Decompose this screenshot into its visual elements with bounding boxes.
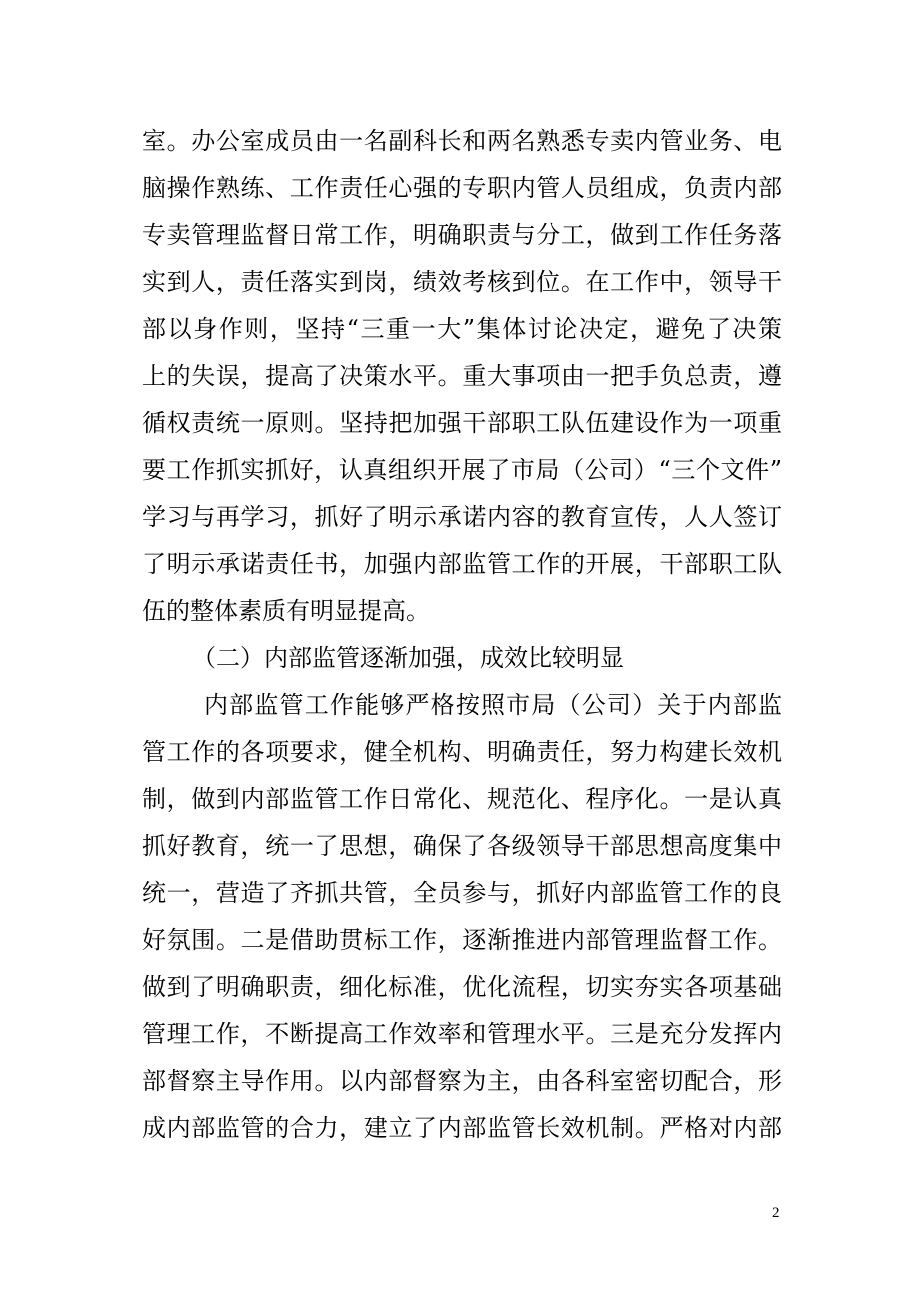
page-number: 2 bbox=[772, 1205, 780, 1221]
text-line: 成内部监管的合力，建立了内部监管长效机制。严格对内部 bbox=[142, 1114, 782, 1142]
text-line: 伍的整体素质有明显提高。 bbox=[142, 597, 430, 625]
text-line: 统一，营造了齐抓共管，全员参与，抓好内部监管工作的良 bbox=[142, 879, 782, 907]
text-line: 做到了明确职责，细化标准，优化流程，切实夯实各项基础 bbox=[142, 973, 782, 1001]
text-line: 部以身作则，坚持“三重一大”集体讨论决定，避免了决策 bbox=[142, 315, 782, 343]
text-line: 循权责统一原则。坚持把加强干部职工队伍建设作为一项重 bbox=[142, 409, 782, 437]
text-line: 学习与再学习，抓好了明示承诺内容的教育宣传，人人签订 bbox=[142, 503, 782, 531]
text-line: 管理工作，不断提高工作效率和管理水平。三是充分发挥内 bbox=[142, 1020, 782, 1048]
section-heading: （二）内部监管逐渐加强，成效比较明显 bbox=[192, 644, 624, 672]
text-line: 室。办公室成员由一名副科长和两名熟悉专卖内管业务、电 bbox=[142, 127, 782, 155]
text-line: 实到人，责任落实到岗，绩效考核到位。在工作中，领导干 bbox=[142, 268, 782, 296]
text-line: 抓好教育，统一了思想，确保了各级领导干部思想高度集中 bbox=[142, 832, 782, 860]
body-text bbox=[142, 118, 782, 1152]
text-line: 内部监管工作能够严格按照市局（公司）关于内部监 bbox=[204, 691, 782, 719]
text-line: 专卖管理监督日常工作，明确职责与分工，做到工作任务落 bbox=[142, 221, 782, 249]
text-line: 要工作抓实抓好，认真组织开展了市局（公司）“三个文件” bbox=[142, 456, 782, 484]
text-line: 部督察主导作用。以内部督察为主，由各科室密切配合，形 bbox=[142, 1067, 782, 1095]
text-line: 管工作的各项要求，健全机构、明确责任，努力构建长效机 bbox=[142, 738, 782, 766]
text-line: 了明示承诺责任书，加强内部监管工作的开展，干部职工队 bbox=[142, 550, 782, 578]
text-line: 脑操作熟练、工作责任心强的专职内管人员组成，负责内部 bbox=[142, 174, 782, 202]
text-line: 制，做到内部监管工作日常化、规范化、程序化。一是认真 bbox=[142, 785, 782, 813]
text-line: 上的失误，提高了决策水平。重大事项由一把手负总责，遵 bbox=[142, 362, 782, 390]
text-line: 好氛围。二是借助贯标工作，逐渐推进内部管理监督工作。 bbox=[142, 926, 782, 954]
